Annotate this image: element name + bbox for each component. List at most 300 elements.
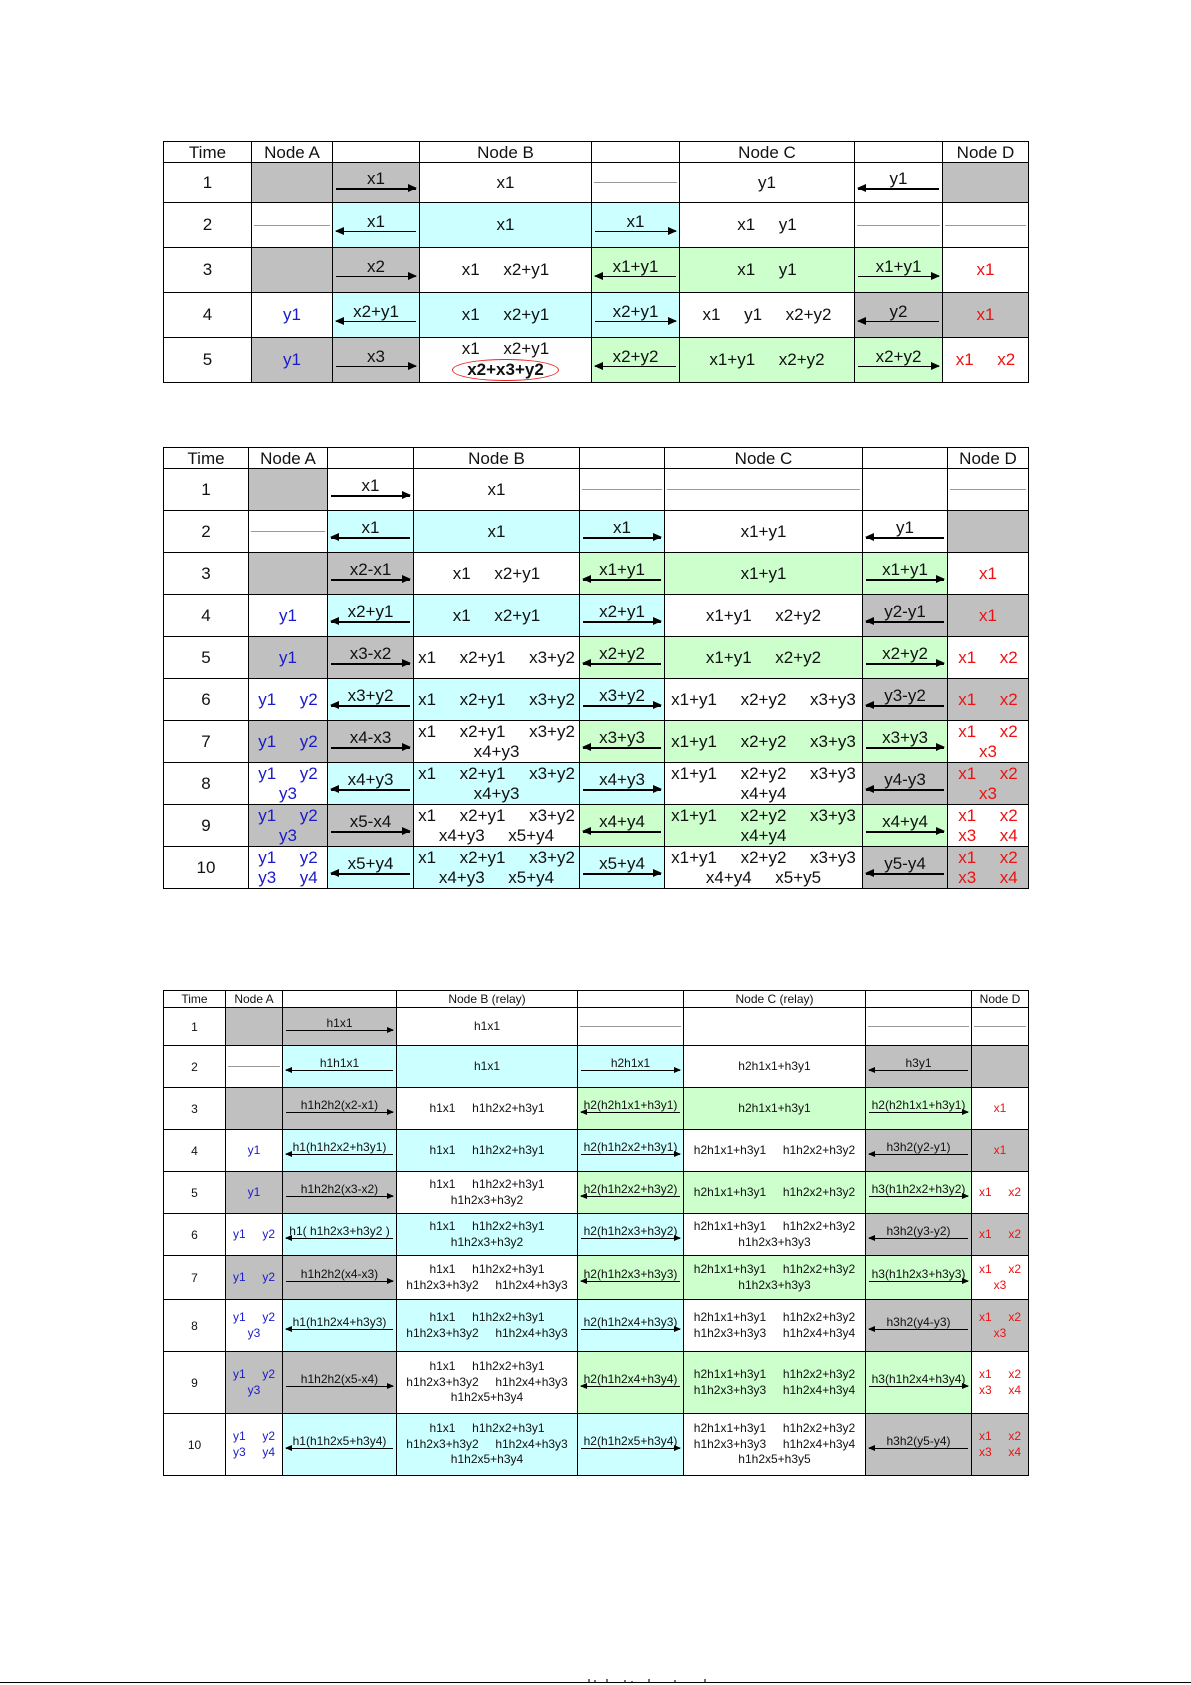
transmission-label: x1+y1 <box>599 560 645 580</box>
transmission-label: x1+y1 <box>875 256 922 276</box>
transmission-label: x1+y1 <box>612 256 659 276</box>
transmission-cell <box>855 248 943 293</box>
cell-line: h1h2x3+h3y3 h1h2x4+h3y4 <box>693 1382 856 1397</box>
arrow-right-icon <box>595 321 676 323</box>
circled-line <box>420 359 591 381</box>
node-state-cell <box>397 1046 578 1088</box>
cell-line: x1 x2+y1 x3+y2 <box>418 689 575 709</box>
transmission-label: h3(h1h2x4+h3y4) <box>871 1371 966 1386</box>
transmission-cell <box>592 338 680 383</box>
node-state-cell <box>948 511 1029 553</box>
transmission-cell <box>333 293 420 338</box>
transmission-label: x2+y2 <box>882 644 928 664</box>
cell-line: h2h1x1+h3y1 h1h2x2+h3y2 <box>693 1184 856 1199</box>
arrow-left-icon <box>286 1448 393 1450</box>
empty-cell <box>226 1046 283 1088</box>
time-cell: 4 <box>164 293 252 338</box>
cell-line: x1 <box>993 1142 1007 1157</box>
cell-line: x4+y3 <box>473 741 520 761</box>
node-state-cell <box>948 679 1029 721</box>
transmission-cell <box>283 1172 397 1214</box>
transmission-label: x4+y4 <box>599 812 645 832</box>
cell-line: y1 <box>758 172 776 192</box>
cell-line: x4+y4 x5+y5 <box>705 867 822 887</box>
node-state-cell <box>665 511 863 553</box>
cell-line: y1 y2 <box>258 763 318 783</box>
node-state-cell <box>943 293 1029 338</box>
transmission-cell <box>333 248 420 293</box>
node-state-cell <box>249 637 328 679</box>
transmission-label: h3h2(y4-y3) <box>886 1314 951 1329</box>
transmission-cell <box>580 595 665 637</box>
node-state-cell <box>684 1414 866 1476</box>
cell-line: y1 <box>279 647 297 667</box>
header-row <box>164 142 1029 163</box>
header-cell: Node C (relay) <box>684 991 866 1008</box>
node-state-cell <box>972 1300 1029 1352</box>
header-cell <box>578 991 684 1008</box>
cell-line: x1 x2+y1 <box>461 339 550 359</box>
node-state-cell <box>397 1008 578 1046</box>
transmission-label: x4+y3 <box>599 770 645 790</box>
cell-line: x3 <box>979 783 997 803</box>
cell-line: x1 x2+y1 <box>452 605 541 625</box>
transmission-label: h1h2h2(x4-x3) <box>300 1266 379 1281</box>
transmission-label: x2+y1 <box>599 602 645 622</box>
node-state-cell <box>665 847 863 889</box>
header-cell <box>283 991 397 1008</box>
table-row <box>164 763 1029 805</box>
node-state-cell <box>414 511 580 553</box>
cell-line: x3 x4 <box>958 867 1018 887</box>
transmission-cell <box>328 469 414 511</box>
node-state-cell <box>414 763 580 805</box>
cell-line: y1 y2 <box>232 1366 276 1381</box>
arrow-left-icon <box>866 621 944 623</box>
transmission-cell <box>855 163 943 203</box>
cell-divider <box>582 489 662 490</box>
cell-line: x1+y1 <box>740 521 787 541</box>
transmission-cell <box>333 338 420 383</box>
arrow-right-icon <box>869 1386 968 1388</box>
cell-line: x1 <box>487 479 506 499</box>
node-state-cell <box>665 805 863 847</box>
empty-cell <box>592 163 680 203</box>
transmission-label: h1(h1h2x2+h3y1) <box>292 1139 387 1154</box>
node-state-cell <box>249 721 328 763</box>
node-state-cell <box>943 338 1029 383</box>
time-cell: 7 <box>164 721 249 763</box>
node-state-cell <box>397 1414 578 1476</box>
header-cell: Node B <box>420 142 592 163</box>
transmission-cell <box>328 763 414 805</box>
transmission-label: x3+y2 <box>347 686 394 706</box>
header-cell: Node B <box>414 448 580 469</box>
arrow-left-icon <box>866 705 944 707</box>
header-cell: Node D <box>972 991 1029 1008</box>
cell-line: h1x1 h1h2x2+h3y1 <box>429 1100 545 1115</box>
node-state-cell <box>397 1088 578 1130</box>
cell-line: x1+y1 x2+y2 x3+y3 <box>671 805 856 825</box>
transmission-label: h1h2h2(x2-x1) <box>300 1097 379 1112</box>
arrow-right-icon <box>583 537 661 539</box>
node-state-cell <box>226 1414 283 1476</box>
arrow-right-icon <box>286 1281 393 1283</box>
arrow-right-icon <box>869 1196 968 1198</box>
node-state-cell <box>249 679 328 721</box>
time-cell: 4 <box>164 595 249 637</box>
arrow-right-icon <box>331 579 410 581</box>
cell-line: x1 <box>993 1100 1007 1115</box>
arrow-left-icon <box>595 276 676 278</box>
transmission-label: h3h2(y5-y4) <box>886 1433 951 1448</box>
arrow-right-icon <box>869 1112 968 1114</box>
node-state-cell <box>680 163 855 203</box>
empty-cell <box>580 469 665 511</box>
table-row <box>164 847 1029 889</box>
node-state-cell <box>414 469 580 511</box>
cell-line: x1+y1 x2+y2 x3+y3 <box>671 731 856 751</box>
transmission-label: x3 <box>367 346 385 366</box>
transmission-label: x3-x2 <box>349 644 392 664</box>
arrow-left-icon <box>286 1070 393 1072</box>
cell-line: x1 x2 <box>958 847 1018 867</box>
transmission-cell <box>863 721 948 763</box>
transmission-label: h3h2(y3-y2) <box>886 1223 951 1238</box>
caption-glyph-fragments <box>585 1677 745 1682</box>
arrow-left-icon <box>866 873 944 875</box>
cell-line: x1+y1 x2+y2 x3+y3 <box>671 847 856 867</box>
transmission-cell <box>578 1256 684 1300</box>
cell-line: y1 <box>283 350 301 370</box>
node-state-cell <box>665 637 863 679</box>
arrow-left-icon <box>858 321 939 323</box>
highlighted-combination: x2+x3+y2 <box>452 359 559 381</box>
cell-line: x4+y3 <box>473 783 520 803</box>
node-state-cell <box>249 847 328 889</box>
node-state-cell <box>414 847 580 889</box>
arrow-left-icon <box>331 789 410 791</box>
transmission-label: x4+y4 <box>882 812 928 832</box>
table-row <box>164 1214 1029 1256</box>
cell-divider <box>254 225 330 226</box>
transmission-cell <box>592 203 680 248</box>
arrow-right-icon <box>583 873 661 875</box>
arrow-right-icon <box>866 831 944 833</box>
node-state-cell <box>397 1352 578 1414</box>
header-cell: Node D <box>943 142 1029 163</box>
network-coding-table-3-relay <box>163 990 1029 1476</box>
transmission-label: x2+y1 <box>347 602 394 622</box>
cell-divider <box>945 225 1026 226</box>
transmission-label: h2(h1h2x2+h3y1) <box>583 1139 678 1154</box>
arrow-right-icon <box>583 789 661 791</box>
time-cell: 2 <box>164 511 249 553</box>
arrow-right-icon <box>336 276 416 278</box>
cell-line: x1 <box>979 563 997 583</box>
arrow-left-icon <box>869 1154 968 1156</box>
cell-line: x1 x2+y1 x3+y2 <box>418 763 575 783</box>
node-state-cell <box>680 293 855 338</box>
cell-line: x1 x2 <box>958 647 1018 667</box>
cell-divider <box>868 1026 969 1027</box>
header-cell <box>580 448 665 469</box>
cell-line: x1 <box>487 521 506 541</box>
transmission-label: h2(h1h2x4+h3y3) <box>583 1314 678 1329</box>
node-state-cell <box>226 1130 283 1172</box>
node-state-cell <box>684 1046 866 1088</box>
cell-line: x1 x2 <box>978 1261 1022 1276</box>
cell-line: h1h2x3+h3y3 <box>738 1277 811 1292</box>
transmission-label: y2 <box>889 301 908 321</box>
transmission-label: y2-y1 <box>884 602 926 622</box>
node-state-cell <box>948 805 1029 847</box>
node-state-cell <box>684 1088 866 1130</box>
transmission-cell <box>333 203 420 248</box>
transmission-cell <box>328 595 414 637</box>
arrow-left-icon <box>581 1112 680 1114</box>
node-state-cell <box>948 721 1029 763</box>
table-row <box>164 469 1029 511</box>
arrow-left-icon <box>286 1154 393 1156</box>
cell-line: x4+y3 x5+y4 <box>438 825 555 845</box>
transmission-cell <box>592 248 680 293</box>
transmission-cell <box>580 805 665 847</box>
cell-line: h1h2x3+h3y3 h1h2x4+h3y4 <box>693 1436 856 1451</box>
node-state-cell <box>226 1300 283 1352</box>
table-row <box>164 1088 1029 1130</box>
node-state-cell <box>226 1352 283 1414</box>
cell-line: x4+y4 <box>740 783 787 803</box>
cell-line: x1 y1 <box>737 215 797 235</box>
transmission-cell <box>578 1300 684 1352</box>
cell-line: y3 <box>279 783 297 803</box>
cell-line: x1 x2+y1 x3+y2 <box>418 647 575 667</box>
header-cell: Node D <box>948 448 1029 469</box>
cell-line: x1 x2 <box>958 805 1018 825</box>
arrow-left-icon <box>331 537 410 539</box>
table-row <box>164 1172 1029 1214</box>
transmission-cell <box>283 1214 397 1256</box>
time-cell: 10 <box>164 1414 226 1476</box>
node-state-cell <box>665 553 863 595</box>
arrow-left-icon <box>866 537 944 539</box>
empty-cell <box>252 203 333 248</box>
arrow-right-icon <box>286 1112 393 1114</box>
table-row <box>164 203 1029 248</box>
transmission-cell <box>328 721 414 763</box>
transmission-label: y1 <box>889 169 908 189</box>
time-cell: 1 <box>164 163 252 203</box>
transmission-label: h2(h1h2x4+h3y4) <box>583 1371 678 1386</box>
arrow-right-icon <box>581 1070 680 1072</box>
node-state-cell <box>665 595 863 637</box>
transmission-cell <box>578 1414 684 1476</box>
time-cell: 9 <box>164 805 249 847</box>
node-state-cell <box>226 1172 283 1214</box>
node-state-cell <box>948 595 1029 637</box>
empty-cell <box>578 1008 684 1046</box>
cell-line: h1h2x3+h3y2 <box>450 1234 524 1249</box>
arrow-right-icon <box>869 1281 968 1283</box>
cell-line: h1h2x5+h3y5 <box>738 1452 811 1467</box>
arrow-right-icon <box>583 621 661 623</box>
table-row <box>164 163 1029 203</box>
cell-line: h1x1 h1h2x2+h3y1 <box>429 1309 545 1324</box>
arrow-left-icon <box>583 747 661 749</box>
arrow-left-icon <box>858 188 939 190</box>
transmission-label: x2+y2 <box>875 346 922 366</box>
node-state-cell <box>420 163 592 203</box>
cell-line: x1 <box>496 172 515 192</box>
cell-line: h1h2x3+h3y2 h1h2x4+h3y3 <box>406 1374 568 1389</box>
arrow-right-icon <box>286 1196 393 1198</box>
transmission-label: h2(h2h1x1+h3y1) <box>583 1097 678 1112</box>
node-state-cell <box>972 1414 1029 1476</box>
transmission-cell <box>863 805 948 847</box>
empty-cell <box>948 469 1029 511</box>
node-state-cell <box>414 595 580 637</box>
transmission-cell <box>863 511 948 553</box>
transmission-label: x1 <box>367 169 385 189</box>
header-cell: Node B (relay) <box>397 991 578 1008</box>
time-cell: 2 <box>164 1046 226 1088</box>
transmission-cell <box>580 763 665 805</box>
arrow-right-icon <box>858 276 939 278</box>
time-cell: 1 <box>164 469 249 511</box>
transmission-label: x1 <box>626 211 645 231</box>
header-cell <box>866 991 972 1008</box>
header-cell <box>328 448 414 469</box>
transmission-cell <box>283 1352 397 1414</box>
transmission-label: x4-x3 <box>349 728 392 748</box>
time-cell: 5 <box>164 1172 226 1214</box>
cell-line: h1x1 h1h2x2+h3y1 <box>429 1142 545 1157</box>
node-state-cell <box>684 1214 866 1256</box>
transmission-label: h3(h1h2x2+h3y2) <box>871 1181 966 1196</box>
transmission-label: h3h2(y2-y1) <box>886 1139 951 1154</box>
transmission-label: x1 <box>361 518 380 538</box>
transmission-cell <box>580 679 665 721</box>
cell-line: x1 <box>496 215 515 235</box>
cell-line: x1 x2+y1 <box>452 563 541 583</box>
arrow-right-icon <box>331 831 410 833</box>
transmission-cell <box>866 1256 972 1300</box>
transmission-label: h1h2h2(x5-x4) <box>300 1371 379 1386</box>
node-state-cell <box>397 1172 578 1214</box>
transmission-cell <box>855 338 943 383</box>
node-state-cell <box>226 1008 283 1046</box>
cell-line: h1h2x3+h3y2 <box>450 1192 524 1207</box>
arrow-left-icon <box>336 321 416 323</box>
node-state-cell <box>680 248 855 293</box>
arrow-right-icon <box>858 366 939 368</box>
node-state-cell <box>943 163 1029 203</box>
table-row <box>164 679 1029 721</box>
cell-line: x3 <box>993 1325 1007 1340</box>
transmission-label: h3(h1h2x3+h3y3) <box>871 1266 966 1281</box>
transmission-label: x3+y2 <box>599 686 645 706</box>
transmission-cell <box>866 1414 972 1476</box>
transmission-cell <box>578 1172 684 1214</box>
transmission-cell <box>578 1088 684 1130</box>
cell-line: x1 x2 <box>978 1184 1022 1199</box>
node-state-cell <box>252 248 333 293</box>
transmission-label: x1 <box>367 211 385 231</box>
transmission-cell <box>283 1088 397 1130</box>
cell-line: x3 x4 <box>958 825 1018 845</box>
cell-line: x1 x2+y1 x3+y2 <box>418 721 575 741</box>
header-cell <box>592 142 680 163</box>
cell-line: x1 x2+y1 <box>461 260 550 280</box>
node-state-cell <box>684 1300 866 1352</box>
cell-divider <box>857 225 940 226</box>
cell-line: x1 x2 <box>978 1226 1022 1241</box>
transmission-label: h2(h1h2x3+h3y3) <box>583 1266 678 1281</box>
cell-line: y1 y2 <box>258 847 318 867</box>
cell-line: x1+y1 x2+y2 <box>705 605 822 625</box>
transmission-cell <box>283 1300 397 1352</box>
arrow-right-icon <box>581 1154 680 1156</box>
node-state-cell <box>684 1256 866 1300</box>
empty-cell <box>943 203 1029 248</box>
cell-line: x1 x2+y1 <box>461 305 550 325</box>
transmission-label: x5-x4 <box>349 812 392 832</box>
transmission-cell <box>580 553 665 595</box>
transmission-label: x2+y2 <box>612 346 659 366</box>
node-state-cell <box>680 338 855 383</box>
time-cell: 8 <box>164 1300 226 1352</box>
node-state-cell <box>397 1130 578 1172</box>
node-state-cell <box>680 203 855 248</box>
cell-line: x3 x4 <box>978 1444 1022 1459</box>
header-cell <box>855 142 943 163</box>
transmission-label: x3+y3 <box>882 728 928 748</box>
transmission-label: h1( h1h2x3+h3y2 ) <box>289 1223 390 1238</box>
node-state-cell <box>972 1088 1029 1130</box>
node-state-cell <box>249 469 328 511</box>
cell-line: y1 y2 <box>258 689 318 709</box>
node-state-cell <box>397 1214 578 1256</box>
header-cell <box>863 448 948 469</box>
time-cell: 7 <box>164 1256 226 1300</box>
time-cell: 3 <box>164 1088 226 1130</box>
node-state-cell <box>414 805 580 847</box>
header-row <box>164 448 1029 469</box>
arrow-left-icon <box>595 366 676 368</box>
transmission-label: x5+y4 <box>599 854 645 874</box>
header-cell: Node A <box>226 991 283 1008</box>
node-state-cell <box>684 1172 866 1214</box>
transmission-cell <box>866 1088 972 1130</box>
transmission-cell <box>283 1046 397 1088</box>
node-state-cell <box>397 1300 578 1352</box>
transmission-cell <box>333 163 420 203</box>
arrow-left-icon <box>581 1386 680 1388</box>
transmission-label: x2+y2 <box>599 644 645 664</box>
header-cell: Node C <box>680 142 855 163</box>
node-state-cell <box>249 595 328 637</box>
transmission-label: x4+y3 <box>347 770 394 790</box>
transmission-label: x2+y1 <box>353 301 399 321</box>
table-row <box>164 1300 1029 1352</box>
node-state-cell <box>414 553 580 595</box>
transmission-label: h2(h1h2x3+h3y2) <box>583 1223 678 1238</box>
header-cell: Node A <box>249 448 328 469</box>
cell-line: y1 y2 <box>258 805 318 825</box>
network-coding-table-2 <box>163 447 1029 889</box>
cell-line: x1 x2 <box>978 1366 1022 1381</box>
